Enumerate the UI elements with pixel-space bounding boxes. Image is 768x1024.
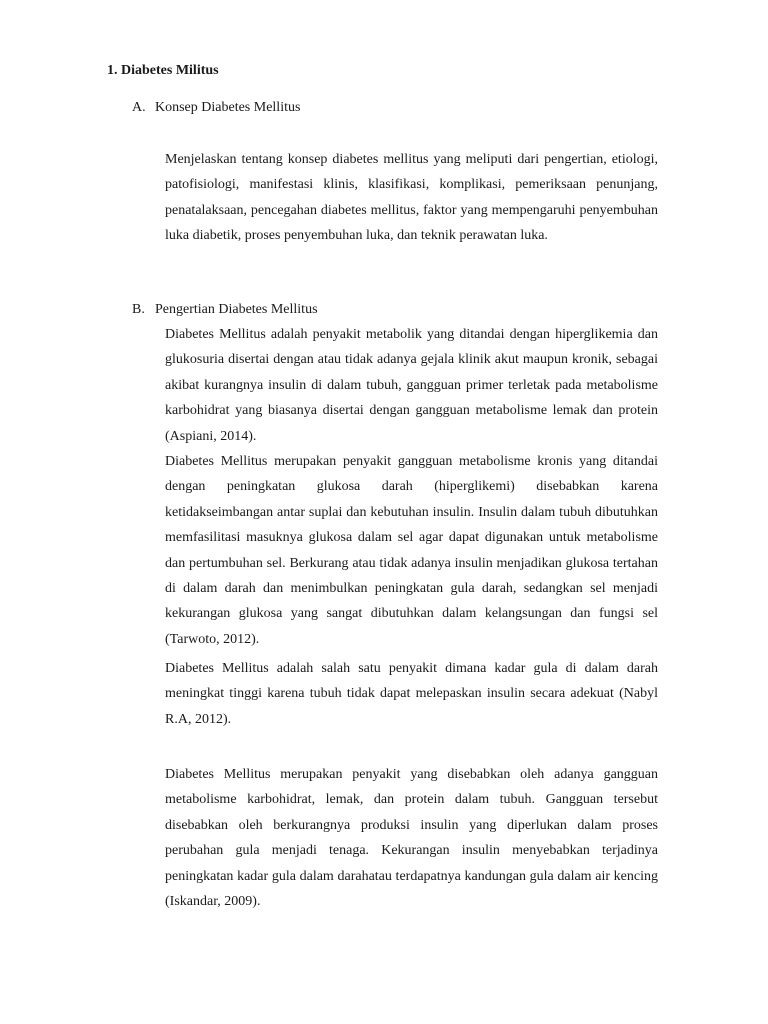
section-b-paragraph-4: Diabetes Mellitus merupakan penyakit yang disebabkan oleh adanya gangguan metabolisme karbohidrat, lemak, dan protein dalam tubuh. Gangguan tersebut disebabkan oleh berkurangnya produksi insulin yang diperlukan dalam proses perubahan gula menjadi tenaga. Kekurangan insulin menyebabkan terjadinya peningkatan kadar gula dalam darahatau terdapatnya kandungan gula dalam air kencing (Iskandar, 2009). bbox=[165, 767, 658, 910]
section-b-title: Pengertian Diabetes Mellitus bbox=[155, 302, 318, 317]
page-title: 1. Diabetes Militus bbox=[107, 63, 219, 78]
section-b-heading bbox=[132, 302, 318, 318]
section-b-paragraph-2: Diabetes Mellitus merupakan penyakit gangguan metabolisme kronis yang ditandai dengan peningkatan glukosa darah (hiperglikemi) disebabkan karena ketidakseimbangan antar suplai dan kebutuhan insulin. Insulin dalam tubuh dibutuhkan memfasilitasi masuknya glukosa dalam sel agar dapat digunakan untuk metabolisme dan pertumbuhan sel. Berkurang atau tidak adanya insulin menjadikan glukosa tertahan di dalam darah dan menimbulkan peningkatan gula darah, sedangkan sel menjadi kekurangan glukosa yang sangat dibutuhkan dalam kelangsungan dan fungsi sel (Tarwoto, 2012). bbox=[165, 454, 658, 647]
section-b-marker: B. bbox=[132, 302, 145, 317]
section-a-title: Konsep Diabetes Mellitus bbox=[155, 100, 301, 115]
section-b-paragraph-1: Diabetes Mellitus adalah penyakit metabolik yang ditandai dengan hiperglikemia dan glukosuria disertai dengan atau tidak adanya gejala klinik akut maupun kronik, sebagai akibat kurangnya insulin di dalam tubuh, gangguan primer terletak pada metabolisme karbohidrat yang biasanya disertai dengan gangguan metabolisme lemak dan protein (Aspiani, 2014). bbox=[165, 327, 658, 444]
section-a-heading bbox=[132, 100, 300, 116]
section-a-paragraph: Menjelaskan tentang konsep diabetes mellitus yang meliputi dari pengertian, etiologi, patofisiologi, manifestasi klinis, klasifikasi, komplikasi, pemeriksaan penunjang, penatalaksaan, pencegahan diabetes mellitus, faktor yang mempengaruhi penyembuhan luka diabetik, proses penyembuhan luka, dan teknik perawatan luka. bbox=[165, 152, 658, 244]
section-b-paragraph-3: Diabetes Mellitus adalah salah satu penyakit dimana kadar gula di dalam darah meningkat tinggi karena tubuh tidak dapat melepaskan insulin secara adekuat (Nabyl R.A, 2012). bbox=[165, 661, 658, 727]
section-a-marker: A. bbox=[132, 100, 146, 115]
